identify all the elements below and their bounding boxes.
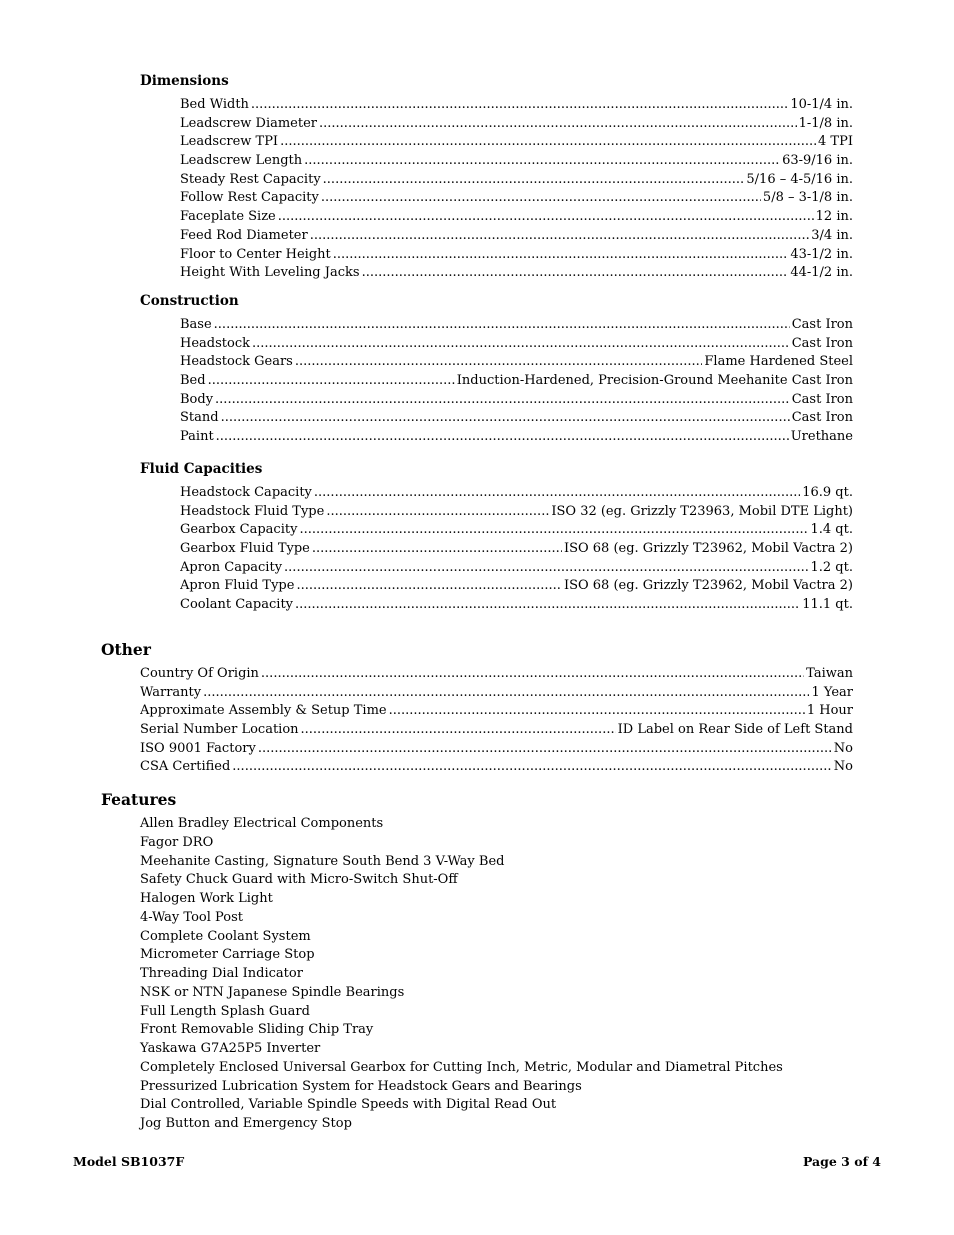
spec-label: Approximate Assembly & Setup Time <box>140 703 387 719</box>
leader-dots <box>252 335 790 354</box>
spec-value: 1 Hour <box>806 703 853 719</box>
spec-value: 10-1/4 in. <box>790 97 853 112</box>
spec-row <box>180 208 853 227</box>
leader-dots <box>258 740 832 759</box>
leader-dots <box>208 372 455 391</box>
spec-label: Headstock Gears <box>180 354 293 370</box>
spec-row <box>180 540 853 559</box>
leader-dots <box>304 152 780 171</box>
spec-value: 1-1/8 in. <box>798 115 853 131</box>
feature-item: 4-Way Tool Post <box>140 909 243 925</box>
spec-row <box>180 189 853 208</box>
leader-dots <box>314 484 800 503</box>
spec-row <box>180 503 853 522</box>
spec-value: ISO 68 (eg. Grizzly T23962, Mobil Vactra 2) <box>563 541 853 557</box>
spec-label: Gearbox Fluid Type <box>180 541 310 557</box>
spec-label: Base <box>180 317 212 332</box>
feature-item: Dial Controlled, Variable Spindle Speeds with Digital Read Out <box>140 1097 557 1113</box>
spec-value: 1 Year <box>811 684 853 700</box>
spec-row <box>180 115 853 134</box>
feature-item: Completely Enclosed Universal Gearbox for Cutting Inch, Metric, Modular and Diametral Pitches <box>140 1059 783 1075</box>
leader-dots <box>296 577 562 596</box>
spec-value: 12 in. <box>815 209 853 225</box>
feature-item: Allen Bradley Electrical Components <box>140 816 384 831</box>
spec-label: Leadscrew TPI <box>180 134 279 150</box>
other-heading: Other <box>101 640 151 659</box>
spec-label: Floor to Center Height <box>180 246 331 262</box>
leader-dots <box>389 702 805 721</box>
spec-value: Cast Iron <box>791 317 853 332</box>
spec-label: Height With Leveling Jacks <box>180 265 360 281</box>
spec-row <box>140 702 853 721</box>
leader-dots <box>295 596 800 615</box>
spec-label: Body <box>180 391 214 407</box>
spec-row <box>180 521 853 540</box>
spec-label: Paint <box>180 429 214 445</box>
spec-value: No <box>833 759 853 775</box>
dimensions-heading: Dimensions <box>140 73 229 89</box>
spec-row <box>180 316 853 335</box>
spec-row <box>180 484 853 503</box>
spec-row <box>140 665 853 684</box>
leader-dots <box>280 133 816 152</box>
spec-value: ISO 32 (eg. Grizzly T23963, Mobil DTE Light) <box>551 503 853 519</box>
spec-value: 43-1/2 in. <box>790 246 853 262</box>
spec-row <box>180 246 853 265</box>
spec-value: 3/4 in. <box>811 227 853 243</box>
footer-page-number: Page 3 of 4 <box>802 1154 881 1169</box>
feature-item: Pressurized Lubrication System for Headstock Gears and Bearings <box>140 1078 582 1094</box>
spec-row <box>180 335 853 354</box>
spec-value: 1.4 qt. <box>810 522 853 538</box>
spec-label: Warranty <box>140 684 202 700</box>
leader-dots <box>333 246 789 265</box>
spec-value: No <box>833 740 853 756</box>
spec-value: 63-9/16 in. <box>782 153 853 169</box>
footer-model: Model SB1037F <box>73 1154 185 1169</box>
spec-value: 4 TPI <box>818 134 853 150</box>
leader-dots <box>261 665 804 684</box>
spec-row <box>180 391 853 410</box>
spec-row <box>180 171 853 190</box>
spec-label: Headstock Fluid Type <box>180 503 325 519</box>
spec-value: 11.1 qt. <box>802 597 853 613</box>
spec-value: Urethane <box>790 429 853 445</box>
spec-value: 16.9 qt. <box>802 485 853 500</box>
spec-value: ISO 68 (eg. Grizzly T23962, Mobil Vactra 2) <box>563 578 853 594</box>
spec-row <box>140 758 853 777</box>
leader-dots <box>299 521 808 540</box>
features-heading: Features <box>101 790 177 809</box>
spec-value: 44-1/2 in. <box>790 265 853 281</box>
spec-value: Taiwan <box>806 666 853 681</box>
leader-dots <box>232 758 832 777</box>
spec-row <box>180 372 853 391</box>
leader-dots <box>295 353 703 372</box>
feature-item: NSK or NTN Japanese Spindle Bearings <box>140 984 405 1000</box>
leader-dots <box>214 316 790 335</box>
feature-item: Threading Dial Indicator <box>140 966 303 981</box>
spec-value: Cast Iron <box>791 335 853 351</box>
spec-label: Bed <box>180 373 206 389</box>
leader-dots <box>203 684 809 703</box>
leader-dots <box>321 189 761 208</box>
feature-item: Micrometer Carriage Stop <box>140 947 315 963</box>
feature-item: Yaskawa G7A25P5 Inverter <box>140 1041 321 1056</box>
spec-row <box>140 684 853 703</box>
fluid-capacities-list <box>180 484 853 615</box>
spec-label: ISO 9001 Factory <box>140 740 256 756</box>
spec-label: Leadscrew Length <box>180 153 303 169</box>
spec-label: Coolant Capacity <box>180 597 294 613</box>
spec-label: Feed Rod Diameter <box>180 227 308 243</box>
spec-row <box>180 596 853 615</box>
features-list <box>140 815 853 1134</box>
leader-dots <box>326 503 549 522</box>
leader-dots <box>310 227 810 246</box>
leader-dots <box>216 428 789 447</box>
feature-item: Fagor DRO <box>140 834 214 850</box>
spec-row <box>180 96 853 115</box>
other-list <box>140 665 853 777</box>
spec-label: Apron Capacity <box>180 559 283 575</box>
feature-item: Jog Button and Emergency Stop <box>140 1116 352 1131</box>
leader-dots <box>284 559 808 578</box>
spec-label: Follow Rest Capacity <box>180 190 319 206</box>
leader-dots <box>319 115 797 134</box>
spec-value: Cast Iron <box>791 410 853 426</box>
spec-label: Gearbox Capacity <box>180 522 298 538</box>
spec-row <box>180 133 853 152</box>
leader-dots <box>301 721 616 740</box>
spec-row <box>180 409 853 428</box>
dimensions-list <box>180 96 853 283</box>
spec-label: Serial Number Location <box>140 722 299 738</box>
spec-label: Bed Width <box>180 97 249 112</box>
spec-value: ID Label on Rear Side of Left Stand <box>617 722 853 738</box>
spec-label: Faceplate Size <box>180 209 276 225</box>
spec-row <box>140 721 853 740</box>
spec-row <box>140 740 853 759</box>
feature-item: Halogen Work Light <box>140 891 273 906</box>
leader-dots <box>362 264 789 283</box>
construction-list <box>180 316 853 447</box>
spec-label: Leadscrew Diameter <box>180 115 318 131</box>
spec-row <box>180 227 853 246</box>
spec-label: CSA Certified <box>140 759 231 775</box>
spec-value: 5/8 – 3-1/8 in. <box>762 190 853 206</box>
leader-dots <box>278 208 814 227</box>
spec-row <box>180 353 853 372</box>
leader-dots <box>323 171 745 190</box>
spec-label: Apron Fluid Type <box>180 578 295 594</box>
spec-row <box>180 559 853 578</box>
spec-label: Country Of Origin <box>140 666 259 681</box>
spec-label: Headstock Capacity <box>180 485 312 500</box>
construction-heading: Construction <box>140 293 239 309</box>
spec-value: Cast Iron <box>791 391 853 407</box>
spec-label: Headstock <box>180 335 250 351</box>
leader-dots <box>221 409 790 428</box>
leader-dots <box>312 540 562 559</box>
feature-item: Front Removable Sliding Chip Tray <box>140 1022 374 1038</box>
feature-item: Meehanite Casting, Signature South Bend 3 V-Way Bed <box>140 853 505 869</box>
spec-value: 1.2 qt. <box>810 559 853 575</box>
spec-value: Flame Hardened Steel <box>704 354 853 370</box>
feature-item: Full Length Splash Guard <box>140 1003 310 1019</box>
spec-label: Stand <box>180 410 219 426</box>
spec-value: Induction-Hardened, Precision-Ground Meehanite Cast Iron <box>456 373 853 389</box>
spec-row <box>180 577 853 596</box>
spec-row <box>180 428 853 447</box>
feature-item: Safety Chuck Guard with Micro-Switch Shut-Off <box>140 872 458 888</box>
feature-item: Complete Coolant System <box>140 928 311 944</box>
spec-value: 5/16 – 4-5/16 in. <box>746 171 853 187</box>
leader-dots <box>251 96 788 115</box>
spec-label: Steady Rest Capacity <box>180 171 321 187</box>
spec-row <box>180 264 853 283</box>
leader-dots <box>215 391 790 410</box>
fluid-capacities-heading: Fluid Capacities <box>140 461 263 477</box>
spec-row <box>180 152 853 171</box>
